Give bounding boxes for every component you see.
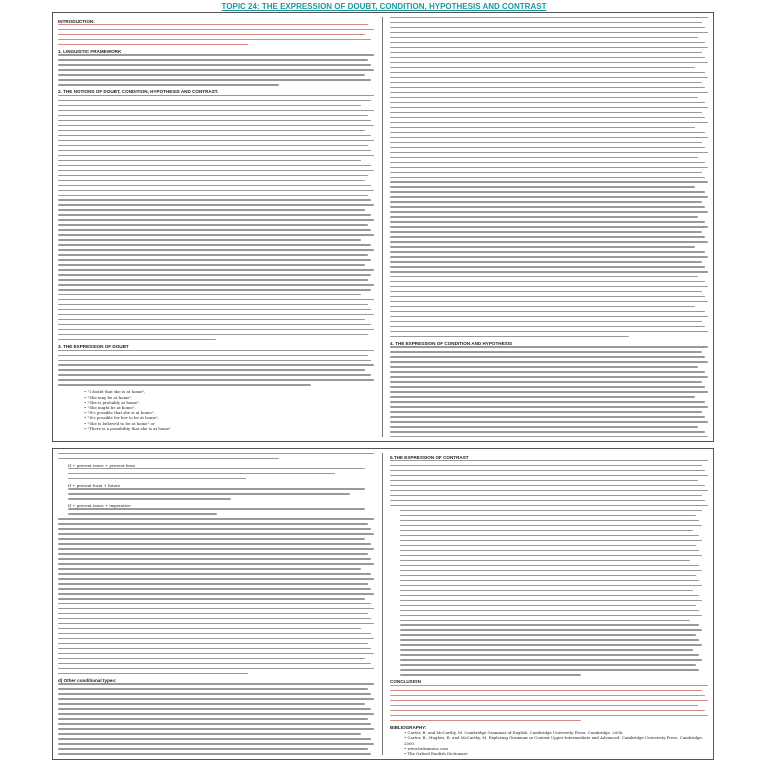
list-item: • "She is believed to be at home" or xyxy=(84,421,374,426)
list-item: • "It's possible that she is at home", xyxy=(84,410,374,415)
conclusion-text xyxy=(390,685,708,721)
page-1-left-column xyxy=(58,17,374,437)
conditional-form-2: If + present form + future xyxy=(68,483,121,489)
document-title: TOPIC 24: THE EXPRESSION OF DOUBT, CONDITION, HYPOTHESIS AND CONTRAST xyxy=(221,2,547,11)
doubt-examples-list xyxy=(58,389,374,431)
section-3-text xyxy=(58,350,374,386)
section-5-text xyxy=(390,460,708,506)
page-2-left-column xyxy=(58,453,374,755)
list-item: • "She is probably at home", xyxy=(84,400,374,405)
section-1-text xyxy=(58,54,374,85)
page-1-right-column xyxy=(390,17,708,437)
section-4-heading: 4. THE EXPRESSION OF CONDITION AND HYPOTHESIS xyxy=(390,340,513,346)
page-2-right-column xyxy=(390,453,708,755)
list-item: • "I doubt that she is at home", xyxy=(84,389,374,394)
conclusion-heading: CONCLUSION xyxy=(390,679,421,685)
conditional-form-2-text xyxy=(68,488,365,499)
bibliography-list xyxy=(390,730,708,755)
conditional-form-3: If + present tense + imperative xyxy=(68,503,131,509)
other-conditional-types-heading: d) Other conditional types: xyxy=(58,677,117,683)
introduction-text xyxy=(58,24,374,45)
page-2 xyxy=(52,448,714,760)
list-item: • The Oxford English Dictionary xyxy=(404,751,708,755)
list-item: • "It's possible for her to be at home", xyxy=(84,415,374,420)
conditional-form-3-text xyxy=(68,508,365,514)
section-3-heading: 3. THE EXPRESSION OF DOUBT xyxy=(58,344,129,350)
list-item: • "She may be at home", xyxy=(84,395,374,400)
introduction-heading: INTRODUCTION: xyxy=(58,18,95,24)
doubt-continued-text xyxy=(390,17,708,337)
section-5-heading: 5.THE EXPRESSION OF CONTRAST xyxy=(390,454,469,460)
conditional-form-1-text xyxy=(68,468,365,479)
section-4-text xyxy=(390,346,708,437)
column-divider xyxy=(382,17,383,437)
bibliography-heading: BIBLIOGRAPHY: xyxy=(390,724,427,730)
section-1-heading: 1. LINGUISTIC FRAMEWORK xyxy=(58,48,122,54)
conditional-types-text xyxy=(58,518,374,674)
conditional-intro-text xyxy=(58,453,374,459)
section-2-text xyxy=(58,95,374,341)
column-divider xyxy=(382,453,383,755)
list-item: • Carter, R. and McCarthy, M. Cambridge Grammar of English. Cambridge University Press. Cambridge. 2006. xyxy=(404,730,708,735)
conditional-form-1: If + present tense + present form xyxy=(68,462,135,468)
list-item: • www.britannica.com xyxy=(404,746,708,751)
page-1 xyxy=(52,12,714,442)
section-2-heading: 2. THE NOTIONS OF DOUBT, CONDITION, HYPOTHESIS AND CONTRAST. xyxy=(58,89,219,95)
list-item: • "She might be at home", xyxy=(84,405,374,410)
list-item: • "There is a possibility that she is at home" xyxy=(84,426,374,431)
list-item: • Carter, R., Hughes, R. and McCarthy, M. Exploring Grammar in Context Upper-Intermediate and Advanced. Cambridge University Press. Cambridge. 2000. xyxy=(404,735,708,745)
other-conditional-types-text xyxy=(58,683,374,755)
contrast-devices-list xyxy=(400,510,702,676)
